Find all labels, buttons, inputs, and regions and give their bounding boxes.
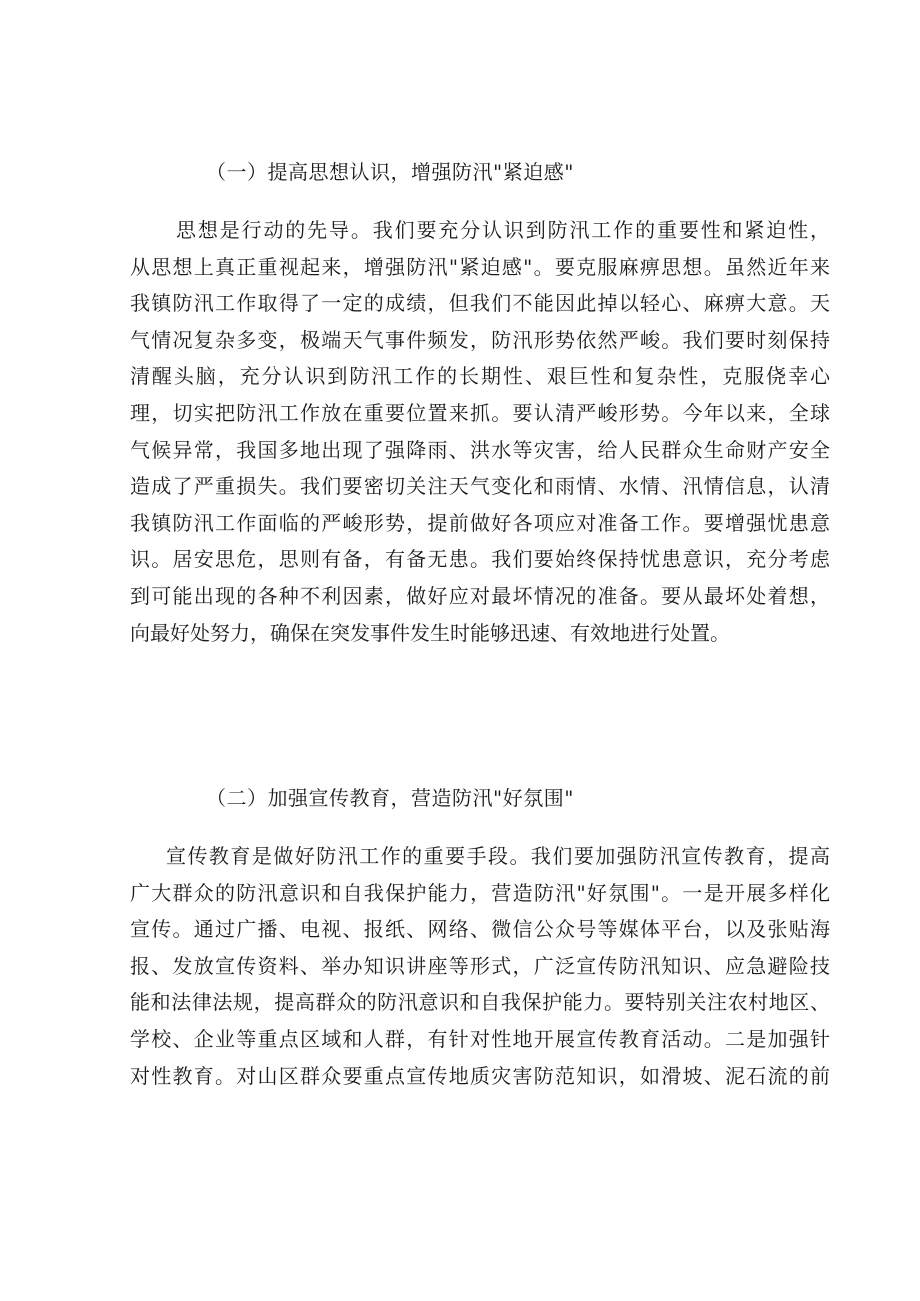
paragraph-line: 向最好处努力，确保在突发事件发生时能够迅速、有效地进行处置。 xyxy=(130,620,730,645)
paragraph-line: 能和法律法规，提高群众的防汛意识和自我保护能力。要特别关注农村地区、 xyxy=(130,990,830,1015)
paragraph-line: 识。居安思危，思则有备，有备无患。我们要始终保持忧患意识，充分考虑 xyxy=(130,547,830,572)
paragraph-line: 到可能出现的各种不利因素，做好应对最坏情况的准备。要从最坏处着想， xyxy=(130,583,830,608)
paragraph-line: 理，切实把防汛工作放在重要位置来抓。要认清严峻形势。今年以来，全球 xyxy=(130,400,830,425)
paragraph-line: 气情况复杂多变，极端天气事件频发，防汛形势依然严峻。我们要时刻保持 xyxy=(130,327,830,352)
paragraph-line: 对性教育。对山区群众要重点宣传地质灾害防范知识，如滑坡、泥石流的前 xyxy=(130,1063,830,1088)
paragraph-line: 宣传教育是做好防汛工作的重要手段。我们要加强防汛宣传教育，提高 xyxy=(166,844,830,868)
paragraph-line: 我镇防汛工作取得了一定的成绩，但我们不能因此掉以轻心、麻痹大意。天 xyxy=(130,291,830,316)
paragraph-line: 我镇防汛工作面临的严峻形势，提前做好各项应对准备工作。要增强忧患意 xyxy=(130,510,830,535)
section-heading-1: （一）提高思想认识，增强防汛"紧迫感" xyxy=(206,160,574,184)
section-heading-2: （二）加强宣传教育，营造防汛"好氛围" xyxy=(206,786,574,810)
paragraph-line: 气候异常，我国多地出现了强降雨、洪水等灾害，给人民群众生命财产安全 xyxy=(130,437,830,462)
paragraph-line: 思想是行动的先导。我们要充分认识到防汛工作的重要性和紧迫性， xyxy=(176,218,830,242)
paragraph-line: 清醒头脑，充分认识到防汛工作的长期性、艰巨性和复杂性，克服侥幸心 xyxy=(130,364,830,389)
paragraph-line: 造成了严重损失。我们要密切关注天气变化和雨情、水情、汛情信息，认清 xyxy=(130,474,830,499)
section-2-paragraph xyxy=(130,838,830,1094)
paragraph-line: 宣传。通过广播、电视、报纸、网络、微信公众号等媒体平台，以及张贴海 xyxy=(130,917,830,942)
paragraph-line: 学校、企业等重点区域和人群，有针对性地开展宣传教育活动。二是加强针 xyxy=(130,1026,830,1051)
paragraph-line: 从思想上真正重视起来，增强防汛"紧迫感"。要克服麻痹思想。虽然近年来 xyxy=(130,254,830,279)
paragraph-line: 广大群众的防汛意识和自我保护能力，营造防汛"好氛围"。一是开展多样化 xyxy=(130,880,830,905)
section-1-paragraph xyxy=(130,212,830,651)
paragraph-line: 报、发放宣传资料、举办知识讲座等形式，广泛宣传防汛知识、应急避险技 xyxy=(130,953,830,978)
